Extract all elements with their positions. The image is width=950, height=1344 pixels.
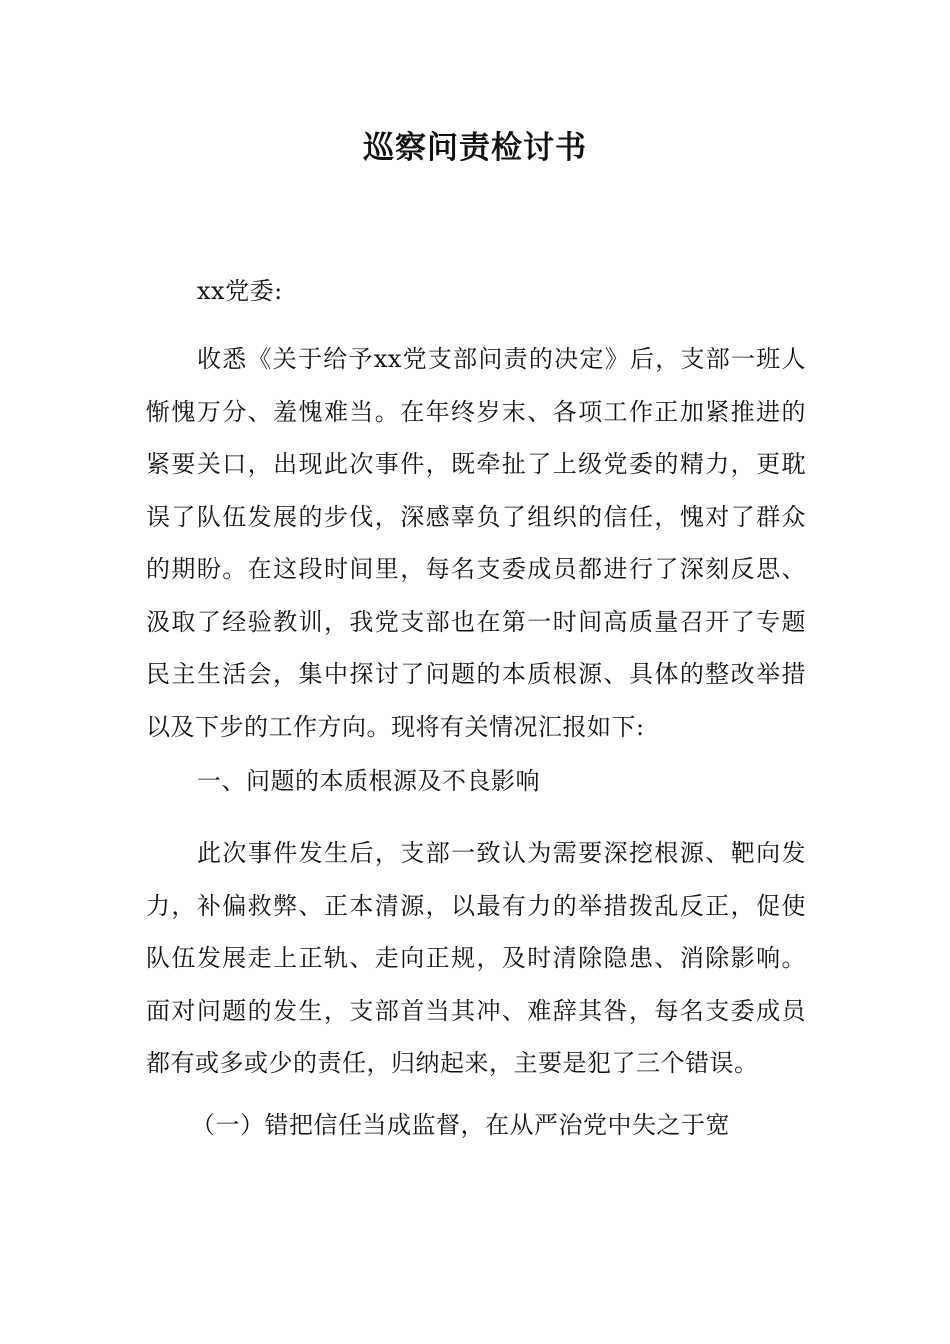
section-heading-1: 一、问题的本质根源及不良影响 [197, 767, 540, 795]
document-title: 巡察问责检讨书 [363, 130, 587, 166]
subsection-heading-1: （一）错把信任当成监督，在从严治党中失之于宽 [191, 1111, 730, 1139]
paragraph-2: 此次事件发生后，支部一致认为需要深挖根源、靶向发力，补偏救弊、正本清源，以最有力的举措拨乱反正，促使队伍发展走上正轨、走向正规，及时清除隐患、消除影响。面对问题的发生，支部首当其冲、难辞其咎，每名支委成员都有或多或少的责任，归纳起来，主要是犯了三个错误。 [146, 839, 806, 1077]
paragraph-1: 收悉《关于给予xx党支部问责的决定》后，支部一班人惭愧万分、羞愧难当。在年终岁末、各项工作正加紧推进的紧要关口，出现此次事件，既牵扯了上级党委的精力，更耽误了队伍发展的步伐，深感辜负了组织的信任，愧对了群众的期盼。在这段时间里，每名支委成员都进行了深刻反思、汲取了经验教训，我党支部也在第一时间高质量召开了专题民主生活会，集中探讨了问题的本质根源、具体的整改举措以及下步的工作方向。现将有关情况汇报如下: [146, 345, 806, 741]
salutation: xx党委: [197, 277, 283, 305]
